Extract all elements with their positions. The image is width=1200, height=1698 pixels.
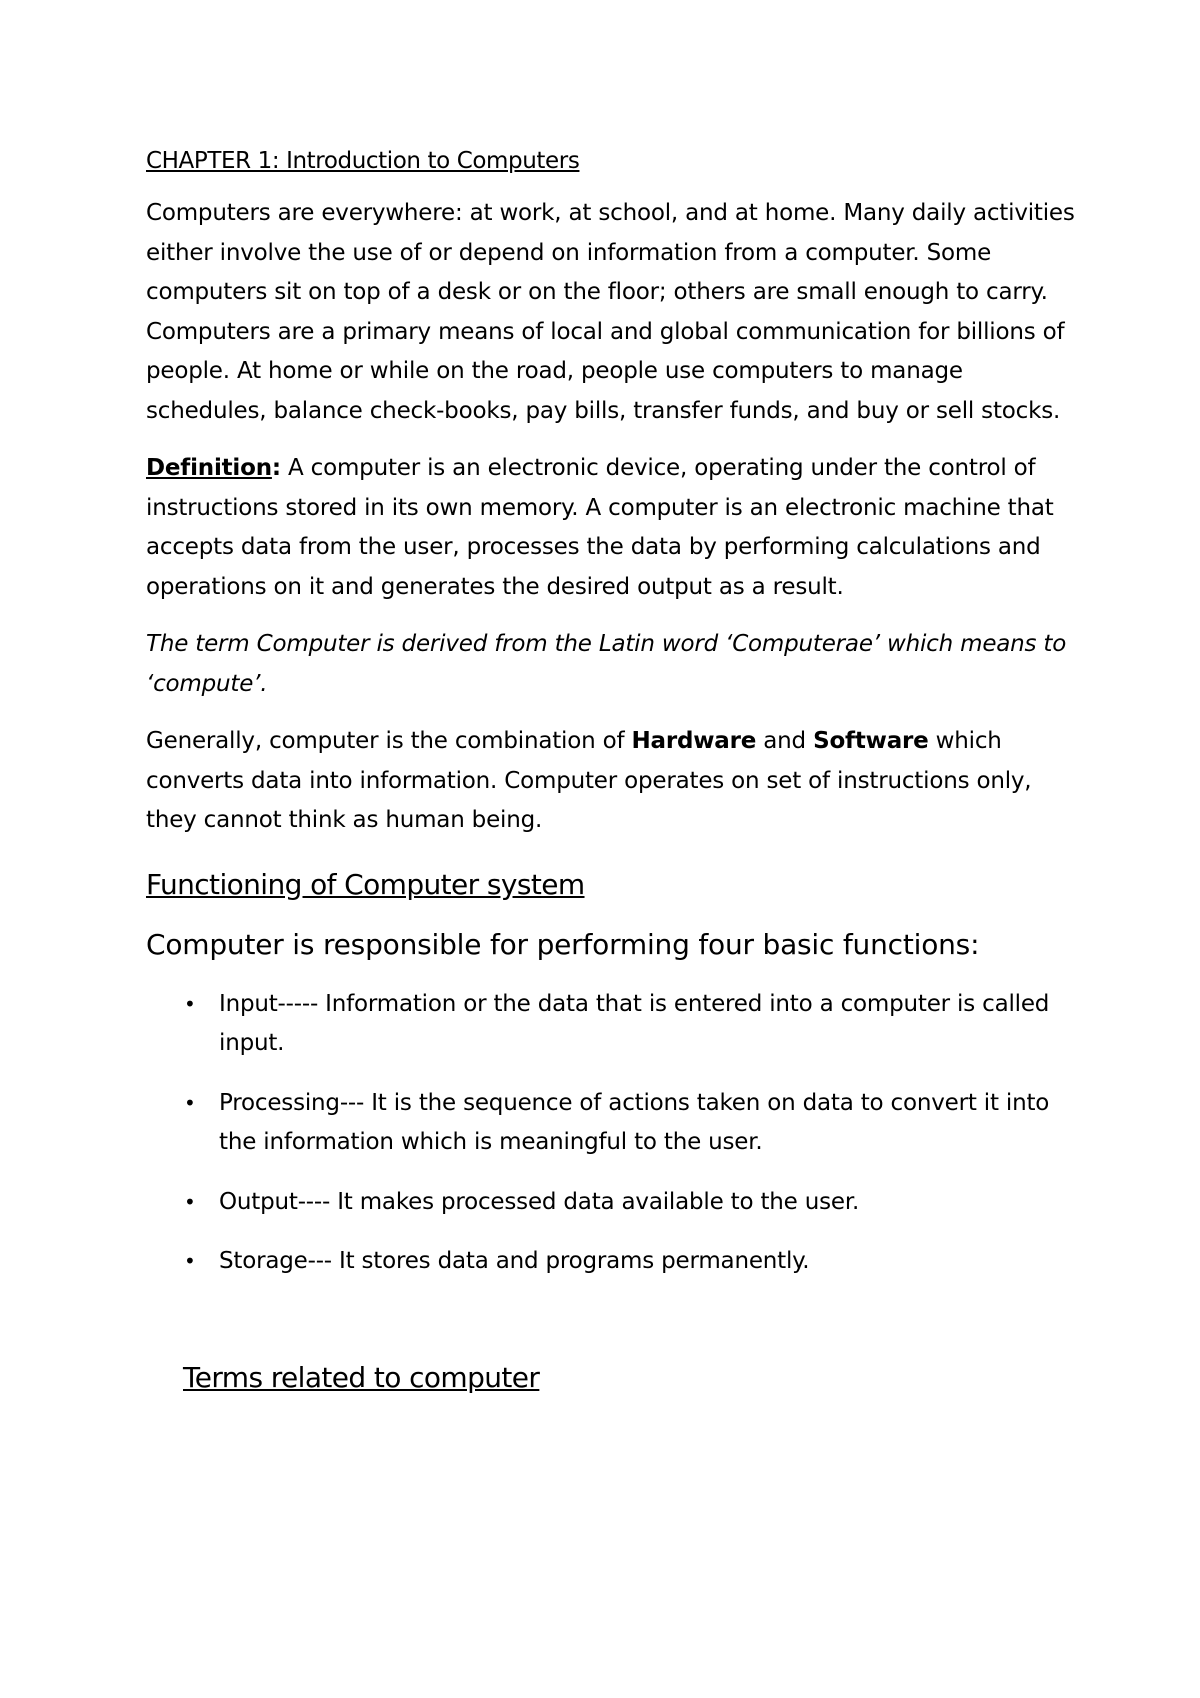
etymology-paragraph: The term Computer is derived from the Latin word ‘Computerae’ which means to ‘compute’. — [146, 631, 1067, 697]
list-item-text: Output---- It makes processed data available to the user. — [219, 1188, 860, 1215]
bullet-icon: • — [184, 1249, 196, 1273]
definition-paragraph — [146, 449, 1076, 607]
software-term: Software — [813, 728, 929, 754]
bullet-icon: • — [184, 1090, 196, 1115]
list-item — [146, 1183, 1076, 1223]
list-item — [146, 1084, 1076, 1163]
bullet-icon: • — [184, 1189, 196, 1214]
functioning-intro: Computer is responsible for performing four basic functions: — [146, 927, 980, 961]
definition-label: Definition — [146, 455, 272, 481]
hardware-term: Hardware — [631, 728, 757, 754]
bullet-icon: • — [184, 991, 196, 1016]
functioning-section-title: Functioning of Computer system — [146, 867, 585, 901]
intro-paragraph: Computers are everywhere: at work, at school, and at home. Many daily activities either involve the use of or depend on information from a computer. Some computers sit on top of a desk or on the floor; others are small enough to carry. Computers are a primary means of local and global communication for billions of people. At home or while on the road, people use computers to manage schedules, balance check-books, pay bills, transfer funds, and buy or sell stocks. — [146, 200, 1075, 424]
list-item-text: Storage--- It stores data and programs permanently. — [219, 1248, 810, 1274]
definition-text: A computer is an electronic device, operating under the control of instructions stored in its own memory. A computer is an electronic machine that accepts data from the user, processes the data by performing calculations and operations on it and generates the desired output as a result. — [146, 455, 1054, 600]
terms-section-title: Terms related to computer — [183, 1360, 540, 1394]
general-text-middle: and — [756, 728, 814, 754]
list-item-text: Input----- Information or the data that is entered into a computer is called input. — [219, 990, 1050, 1056]
general-text-after: which converts data into information. Computer operates on set of instructions only, they cannot think as human being. — [146, 728, 1032, 833]
document-page — [146, 146, 1076, 1396]
general-text-before: Generally, computer is the combination of — [146, 728, 632, 754]
list-item — [146, 985, 1076, 1064]
list-item — [146, 1242, 1076, 1282]
list-item-text: Processing--- It is the sequence of actions taken on data to convert it into the information which is meaningful to the user. — [219, 1089, 1050, 1155]
chapter-title: CHAPTER 1: Introduction to Computers — [146, 148, 580, 174]
definition-colon: : — [271, 455, 281, 481]
general-paragraph — [146, 722, 1076, 841]
functions-list — [146, 985, 1076, 1282]
